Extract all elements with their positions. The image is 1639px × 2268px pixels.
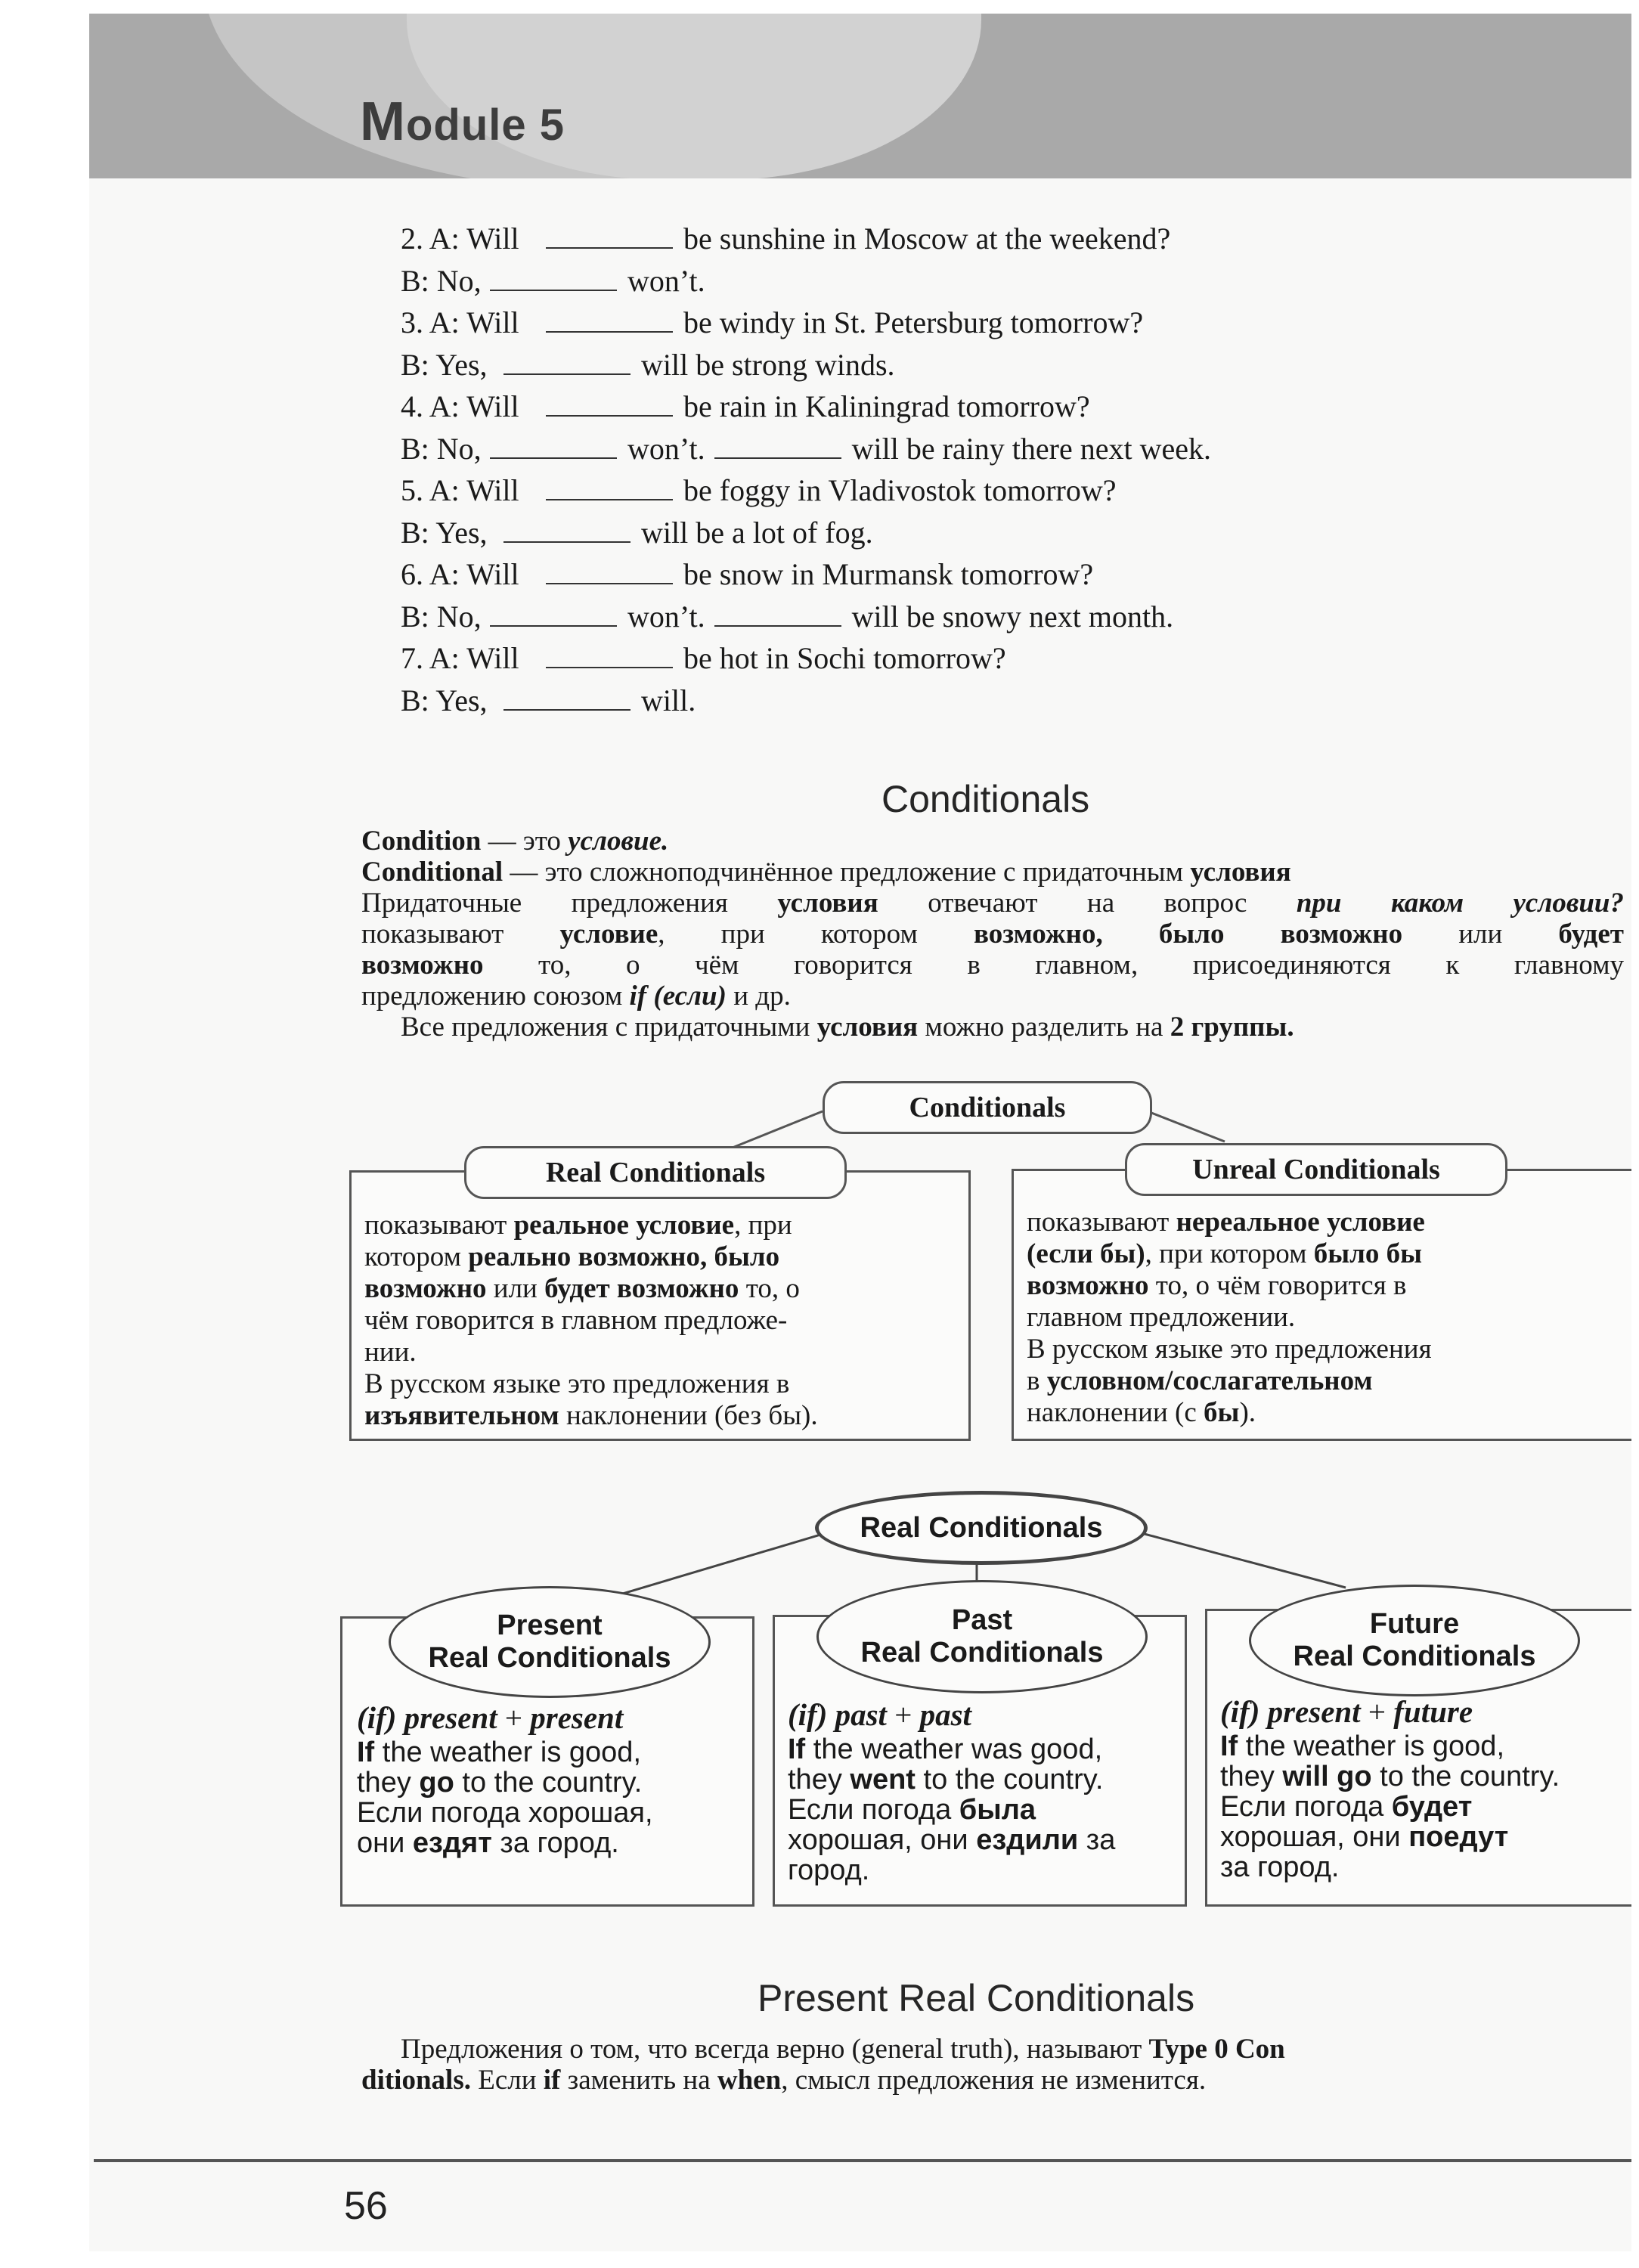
future-real-content (1220, 1696, 1560, 1882)
past-real-title: Past Real Conditionals (816, 1580, 1148, 1693)
example-line: за город. (1220, 1851, 1340, 1883)
formula: (if) past + past (788, 1697, 971, 1732)
example-line: Если погода хорошая, (357, 1797, 653, 1829)
desc-line: чём говорится в главном предложе- (364, 1305, 788, 1336)
exercise-row: 2. A: Will be sunshine in Moscow at the weekend? (401, 222, 1171, 256)
example-line: they will go to the country. (1220, 1761, 1560, 1792)
example-line: хорошая, они поедут (1220, 1821, 1509, 1853)
desc-line: В русском языке это предложения в (364, 1368, 790, 1399)
example-line: they go to the country. (357, 1767, 643, 1799)
desc-line: главном предложении. (1027, 1302, 1296, 1333)
desc-line: показывают реальное условие, при (364, 1210, 792, 1241)
exercise-row: B: No, won’t. will be snowy next month. (401, 599, 1174, 634)
desc-line: нии. (364, 1337, 417, 1368)
exercise-row: B: Yes, will be a lot of fog. (401, 515, 873, 550)
desc-line: показывают нереальное условие (1027, 1207, 1425, 1238)
exercise-row: 7. A: Will be hot in Sochi tomorrow? (401, 641, 1006, 675)
page-number: 56 (344, 2184, 388, 2228)
section-title-conditionals: Conditionals (881, 778, 1090, 820)
desc-line: (если бы), при котором было бы (1027, 1238, 1423, 1269)
exercise-row: B: No, won’t. (401, 263, 705, 298)
future-real-title: Future Real Conditionals (1249, 1585, 1580, 1696)
real-conditionals-description (364, 1210, 818, 1432)
example-line: they went to the country. (788, 1764, 1104, 1796)
exercise-row: 4. A: Will be rain in Kaliningrad tomorrow? (401, 389, 1090, 423)
footer-rule (94, 2159, 1631, 2162)
example-line: они ездят за город. (357, 1827, 619, 1859)
exercise-row: B: Yes, will. (401, 683, 696, 717)
example-line: Если погода будет (1220, 1791, 1473, 1823)
example-line: If the weather is good, (357, 1737, 641, 1768)
exercise-row: 5. A: Will be foggy in Vladivostok tomorrow? (401, 473, 1117, 507)
theory-line: Предложения о том, что всегда верно (general truth), называют Type 0 Con (401, 2034, 1285, 2065)
exercise-row: 6. A: Will be snow in Murmansk tomorrow? (401, 557, 1094, 591)
present-real-title: Present Real Conditionals (389, 1586, 711, 1698)
exercise-row: B: Yes, will be strong winds. (401, 347, 895, 382)
conditionals-node: Conditionals (823, 1081, 1152, 1134)
exercise-row: B: No, won’t. will be rainy there next week. (401, 431, 1211, 466)
theory-line: предложению союзом if (если) и др. (361, 981, 791, 1012)
unreal-conditionals-label: Unreal Conditionals (1125, 1143, 1507, 1196)
real-conditionals-label: Real Conditionals (464, 1146, 847, 1199)
theory-line: Придаточные предложения условия отвечают на вопрос при каком условии? (361, 888, 1625, 919)
theory-line: показывают условие, при котором возможно, было возможно или будет (361, 919, 1624, 950)
formula: (if) present + present (357, 1700, 624, 1735)
present-real-content (357, 1700, 653, 1859)
theory-line: Conditional — это сложноподчинённое предложение с придаточным условия (361, 857, 1291, 888)
module-title: Module 5 (360, 91, 565, 152)
section-title-present-real: Present Real Conditionals (758, 1977, 1195, 2019)
present-real-theory (361, 2034, 1624, 2096)
example-line: Если погода была (788, 1794, 1036, 1826)
past-real-content (788, 1699, 1115, 1885)
theory-line: Condition — это условие. (361, 826, 669, 857)
example-line: If the weather was good, (788, 1734, 1103, 1765)
real-conditionals-node: Real Conditionals (815, 1491, 1148, 1565)
formula: (if) present + future (1220, 1694, 1473, 1729)
desc-line: В русском языке это предложения (1027, 1334, 1432, 1365)
theory-line: возможно то, о чём говорится в главном, присоединяются к главному (361, 950, 1624, 981)
example-line: хорошая, они ездили за (788, 1824, 1116, 1856)
desc-line: наклонении (с бы). (1027, 1397, 1256, 1428)
desc-line: в условном/сослагательном (1027, 1365, 1373, 1396)
desc-line: возможно то, о чём говорится в (1027, 1270, 1407, 1301)
desc-line: котором реально возможно, было (364, 1241, 780, 1272)
unreal-conditionals-description (1027, 1207, 1432, 1429)
desc-line: возможно или будет возможно то, о (364, 1273, 800, 1304)
theory-line: ditionals. Если if заменить на when, смысл предложения не изменится. (361, 2065, 1207, 2096)
example-line: город. (788, 1854, 870, 1886)
exercise-row: 3. A: Will be windy in St. Petersburg tomorrow? (401, 305, 1144, 339)
theory-line: Все предложения с придаточными условия можно разделить на 2 группы. (401, 1012, 1294, 1043)
example-line: If the weather is good, (1220, 1730, 1504, 1762)
desc-line: изъявительном наклонении (без бы). (364, 1400, 818, 1431)
